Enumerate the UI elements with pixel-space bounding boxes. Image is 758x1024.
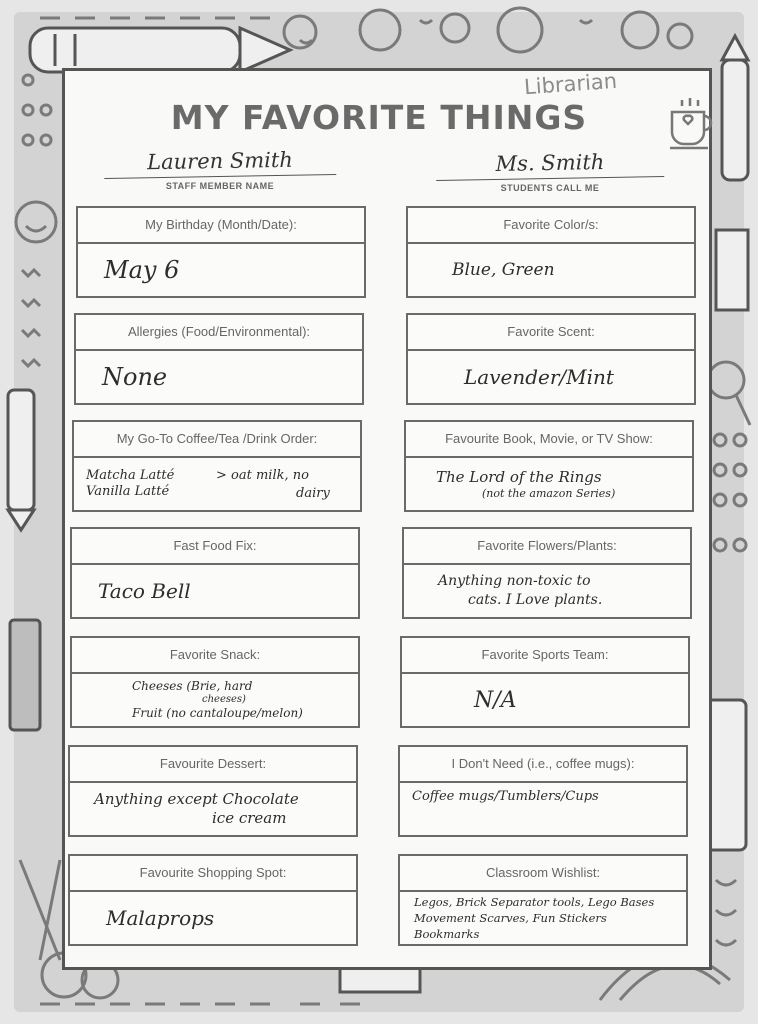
field-answer [72,674,358,726]
answer-line: Blue, Green [452,260,555,280]
field-answer [408,351,694,403]
answer-line: Fruit (no cantaloupe/melon) [132,706,303,720]
field-label: Favorite Flowers/Plants: [404,529,690,565]
field-drink-order [72,420,362,512]
field-label: Favourite Dessert: [70,747,356,783]
answer-line: Anything except Chocolate [94,790,299,808]
field-label: Allergies (Food/Environmental): [76,315,362,351]
answer-line: Cheeses (Brie, hard [132,679,253,693]
field-answer [408,244,694,296]
field-label: Fast Food Fix: [72,529,358,565]
field-dessert [68,745,358,837]
answer-line: N/A [474,687,517,713]
field-answer [70,892,356,944]
staff-name-block [104,146,336,191]
field-label: My Go-To Coffee/Tea /Drink Order: [74,422,360,458]
staff-name-label: STAFF MEMBER NAME [165,181,275,191]
staff-name-value: Lauren Smith [104,144,337,179]
coffee-mug-icon [662,94,722,154]
call-me-block [436,148,664,193]
field-snack [70,636,360,728]
page-title: MY FAVORITE THINGS [170,98,588,137]
answer-line: None [102,363,168,391]
field-allergies [74,313,364,405]
answer-line: > oat milk, no [216,468,309,483]
answer-line: Coffee mugs/Tumblers/Cups [412,789,599,804]
answer-line: Vanilla Latté [86,484,170,499]
answer-line: Anything non-toxic to [438,573,591,589]
answer-line: Malaprops [106,906,215,930]
field-flowers-plants [402,527,692,619]
call-me-value: Ms. Smith [436,146,665,181]
answer-line: Lavender/Mint [464,365,614,389]
answer-line: Movement Scarves, Fun Stickers [414,911,607,925]
field-favorite-scent [406,313,696,405]
field-label: Classroom Wishlist: [400,856,686,892]
field-label: Favorite Sports Team: [402,638,688,674]
answer-line: May 6 [104,256,180,284]
field-answer [400,892,686,944]
answer-line: dairy [296,486,330,501]
field-fast-food [70,527,360,619]
answer-line: Legos, Brick Separator tools, Lego Bases [414,895,655,909]
field-label: I Don't Need (i.e., coffee mugs): [400,747,686,783]
field-label: Favorite Snack: [72,638,358,674]
field-classroom-wishlist [398,854,688,946]
field-label: Favorite Color/s: [408,208,694,244]
field-sports-team [400,636,690,728]
field-answer [76,351,362,403]
answer-line: (not the amazon Series) [482,486,616,500]
answer-line: cheeses) [202,694,246,705]
answer-line: ice cream [212,809,287,827]
field-birthday [76,206,366,298]
field-answer [72,565,358,617]
field-answer [400,783,686,835]
field-answer [78,244,364,296]
field-answer [70,783,356,835]
field-favorite-colors [406,206,696,298]
answer-line: Bookmarks [414,927,480,941]
answer-line: cats. I Love plants. [468,592,603,608]
field-answer [404,565,690,617]
field-label: Favourite Book, Movie, or TV Show: [406,422,692,458]
field-label: Favourite Shopping Spot: [70,856,356,892]
field-label: My Birthday (Month/Date): [78,208,364,244]
role-note: Librarian [523,68,618,100]
field-answer [74,458,360,510]
answer-line: Taco Bell [98,579,191,603]
answer-line: The Lord of the Rings [436,467,602,486]
field-answer [402,674,688,726]
field-book-movie-show [404,420,694,512]
field-shopping-spot [68,854,358,946]
field-dont-need [398,745,688,837]
call-me-label: STUDENTS CALL ME [500,183,600,193]
field-label: Favorite Scent: [408,315,694,351]
field-answer [406,458,692,510]
answer-line: Matcha Latté [86,468,175,483]
